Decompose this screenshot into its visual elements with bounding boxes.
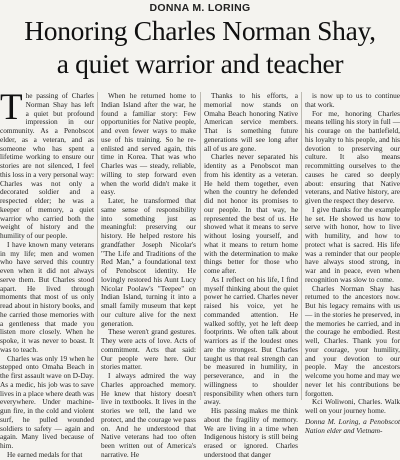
- lead-paragraph: [0, 87, 94, 241]
- article-column-2: [101, 91, 196, 459]
- article-column-1: [0, 87, 95, 459]
- paragraph: For me, honoring Charles means telling his story in full — his courage on the battlefield, his loyalty to his people, and his devotion to preserving our culture. It also means recommitting ourselves to the causes he cared so deeply about: ensuring that Native veterans, and Native history, are given the respect they deserve.: [305, 108, 400, 205]
- headline-line-2: a quiet warrior and teacher: [56, 48, 344, 79]
- headline-line-1: Honoring Charles Norman Shay,: [24, 15, 376, 46]
- paragraph: Later, he transformed that same sense of responsibility into something just as meaningful: preserving our history. He helped restore his grandfather Joseph Nicolar's "The Life and Traditions of the Red Man," a foundational text of Penobscot identity. He lovingly restored his Aunt Lucy Nicolar Poolaw's "Teepee" on Indian Island, turning it into a small family museum that kept our culture alive for the next generation.: [101, 196, 196, 328]
- headline: [0, 14, 400, 80]
- column-rule: [97, 92, 98, 400]
- paragraph: Thanks to his efforts, a memorial now stands on Omaha Beach honoring Native American service members. That is something future generations will see long after all of us are gone.: [204, 91, 298, 153]
- paragraph: is now up to us to continue that work.: [305, 91, 400, 109]
- paragraph: Charles never separated his identity as a Penobscot man from his identity as a veteran. He held them together, even when the country he defended did not honor its promises to our people. In that way, he represented the best of us. He showed what it means to serve without losing yourself, and what it means to return home with the determination to make things better for those who come after.: [204, 152, 298, 275]
- column-rule: [301, 92, 302, 400]
- paragraph: Charles Norman Shay has returned to the ancestors now. But his legacy remains with us — in the stories he preserved, in the memories he carried, and in the courage he embodied. Rest well, Charles. Thank you for your courage, your humility, and your devotion to our people. May the ancestors welcome you home and may we never let his contributions be forgotten.: [305, 283, 400, 398]
- paragraph: He earned medals for that: [7, 449, 83, 459]
- paragraph: His passing makes me think about the fragility of memory. We are living in a time when Indigenous history is still being erased or ignored. Charles understood that danger: [204, 406, 298, 459]
- paragraph: I always admired the way Charles approached memory. He knew that history doesn't live in textbooks. It lives in the stories we tell, the land we protect, and the courage we pass on. And he understood that Native veterans had too often been written out of America's narrative. He: [101, 371, 196, 459]
- paragraph: Kci Woliwoni, Charles. Walk well on your journey home.: [305, 397, 400, 415]
- article-column-3: [204, 91, 298, 459]
- lead-text: he passing of Charles Norman Shay has left a quiet but profound impression in our community. As a Penobscot elder, as a veteran, and as someone who has spent a lifetime working to ensure our stories are not silenced, I feel this loss in a very personal way: Charles was not only a decorated soldier and a respected elder; he was a keeper of memory, a quiet warrior who carried both the weight of history and the humility of our people.: [0, 91, 94, 240]
- paragraph: As I reflect on his life, I find myself thinking about the quiet power he carried. Charles never raised his voice, yet he commanded attention. He walked softly, yet he left deep footprints. We often talk about warriors as if the loudest ones are the strongest. But Charles taught us that real strength can be measured in humility, in perseverance, and in the willingness to shoulder responsibility when others turn away.: [204, 274, 298, 407]
- paragraph: I give thanks for the example he set. He showed us how to serve with honor, how to live with humility, and how to protect what is sacred. His life was a reminder that our people have always stood strong, in war and in peace, even when recognition was slow to come.: [305, 204, 400, 284]
- byline: DONNA M. LORING: [149, 2, 251, 14]
- paragraph: I have known many veterans in my life; men and women who have served this country even when it did not always serve them. But Charles stood apart. He lived through moments that most of us only read about in history books, and he carried those memories with a gentleness that made you listen more closely. When he spoke, it was never to boast. It was to teach.: [0, 239, 94, 354]
- drop-cap: T: [0, 87, 23, 128]
- article-column-4: [305, 91, 400, 435]
- column-rule: [200, 92, 201, 400]
- paragraph: Charles was only 19 when he stepped onto Omaha Beach in the first assault wave on D-Day. As a medic, his job was to save lives in a place where death was everywhere. Under machine-gun fire, in the cold and violent surf, he pulled wounded soldiers to safety — again and again. Many lived because of him.: [0, 353, 95, 450]
- author-signature: Donna M. Loring, a Penobscot Nation elder and Vietnam-: [305, 416, 400, 435]
- paragraph: These weren't grand gestures. They were acts of love. Acts of commitment. Acts that said: Our people were here. Our stories matter.: [101, 327, 196, 372]
- paragraph: When he returned home to Indian Island after the war, he found a familiar story: Few opportunities for Native people, and even fewer ways to make use of his training. So he re-enlisted and served again, this time in Korea. That was who Charles was — steady, reliable, willing to step forward even when the world didn't make it easy.: [101, 91, 196, 197]
